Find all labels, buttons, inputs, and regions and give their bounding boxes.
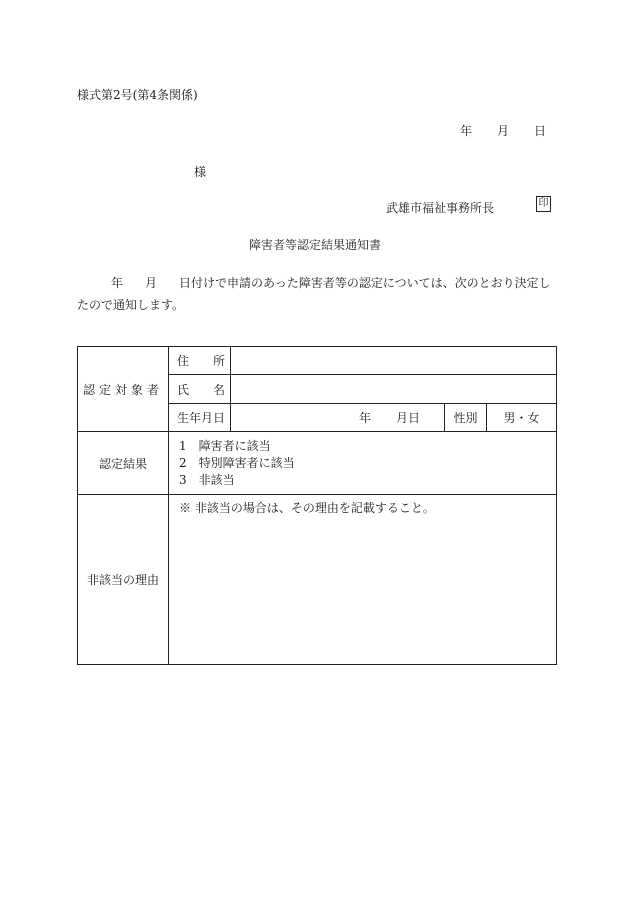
table-row xyxy=(78,432,557,495)
result-list xyxy=(169,432,557,495)
body-month-label: 月 xyxy=(145,276,158,290)
seal-mark: 印 xyxy=(536,196,551,212)
birth-year-label: 年 xyxy=(358,411,371,425)
reason-note: ※ 非該当の場合は、その理由を記載すること。 xyxy=(169,495,557,665)
recipient-suffix: 様 xyxy=(194,165,207,179)
result-header: 認定結果 xyxy=(78,432,169,495)
birth-label: 生年月日 xyxy=(169,404,231,432)
table-row xyxy=(78,495,557,665)
table-row xyxy=(78,347,557,375)
date-day-label: 日 xyxy=(534,124,547,138)
date-line xyxy=(460,122,546,139)
list-item: 3 非該当 xyxy=(179,473,235,487)
document-title: 障害者等認定結果通知書 xyxy=(248,238,381,252)
result-table xyxy=(77,346,557,665)
issuer: 武雄市福祉事務所長 xyxy=(386,201,495,215)
name-field xyxy=(231,375,557,404)
name-label: 氏 名 xyxy=(169,375,231,404)
form-number: 様式第2号(第4条関係) xyxy=(77,88,198,102)
body-year-label: 年 xyxy=(111,276,124,290)
sex-label: 性別 xyxy=(445,404,487,432)
birth-day-label: 日 xyxy=(407,411,420,425)
sex-value: 男・女 xyxy=(487,404,557,432)
list-item: 1 障害者に該当 xyxy=(179,439,271,453)
list-item: 2 特別障害者に該当 xyxy=(179,456,295,470)
address-field xyxy=(231,347,557,375)
birth-month-label: 月 xyxy=(395,411,408,425)
address-label: 住 所 xyxy=(169,347,231,375)
reason-header: 非該当の理由 xyxy=(78,495,169,665)
body-paragraph xyxy=(77,272,555,316)
subject-header: 認定対象者 xyxy=(78,347,169,432)
body-text: 日付けで申請のあった障害者等の認定については、次のとおり決定したので通知します。 xyxy=(77,276,551,312)
birth-date-field xyxy=(231,404,445,432)
date-month-label: 月 xyxy=(497,124,510,138)
date-year-label: 年 xyxy=(460,124,473,138)
